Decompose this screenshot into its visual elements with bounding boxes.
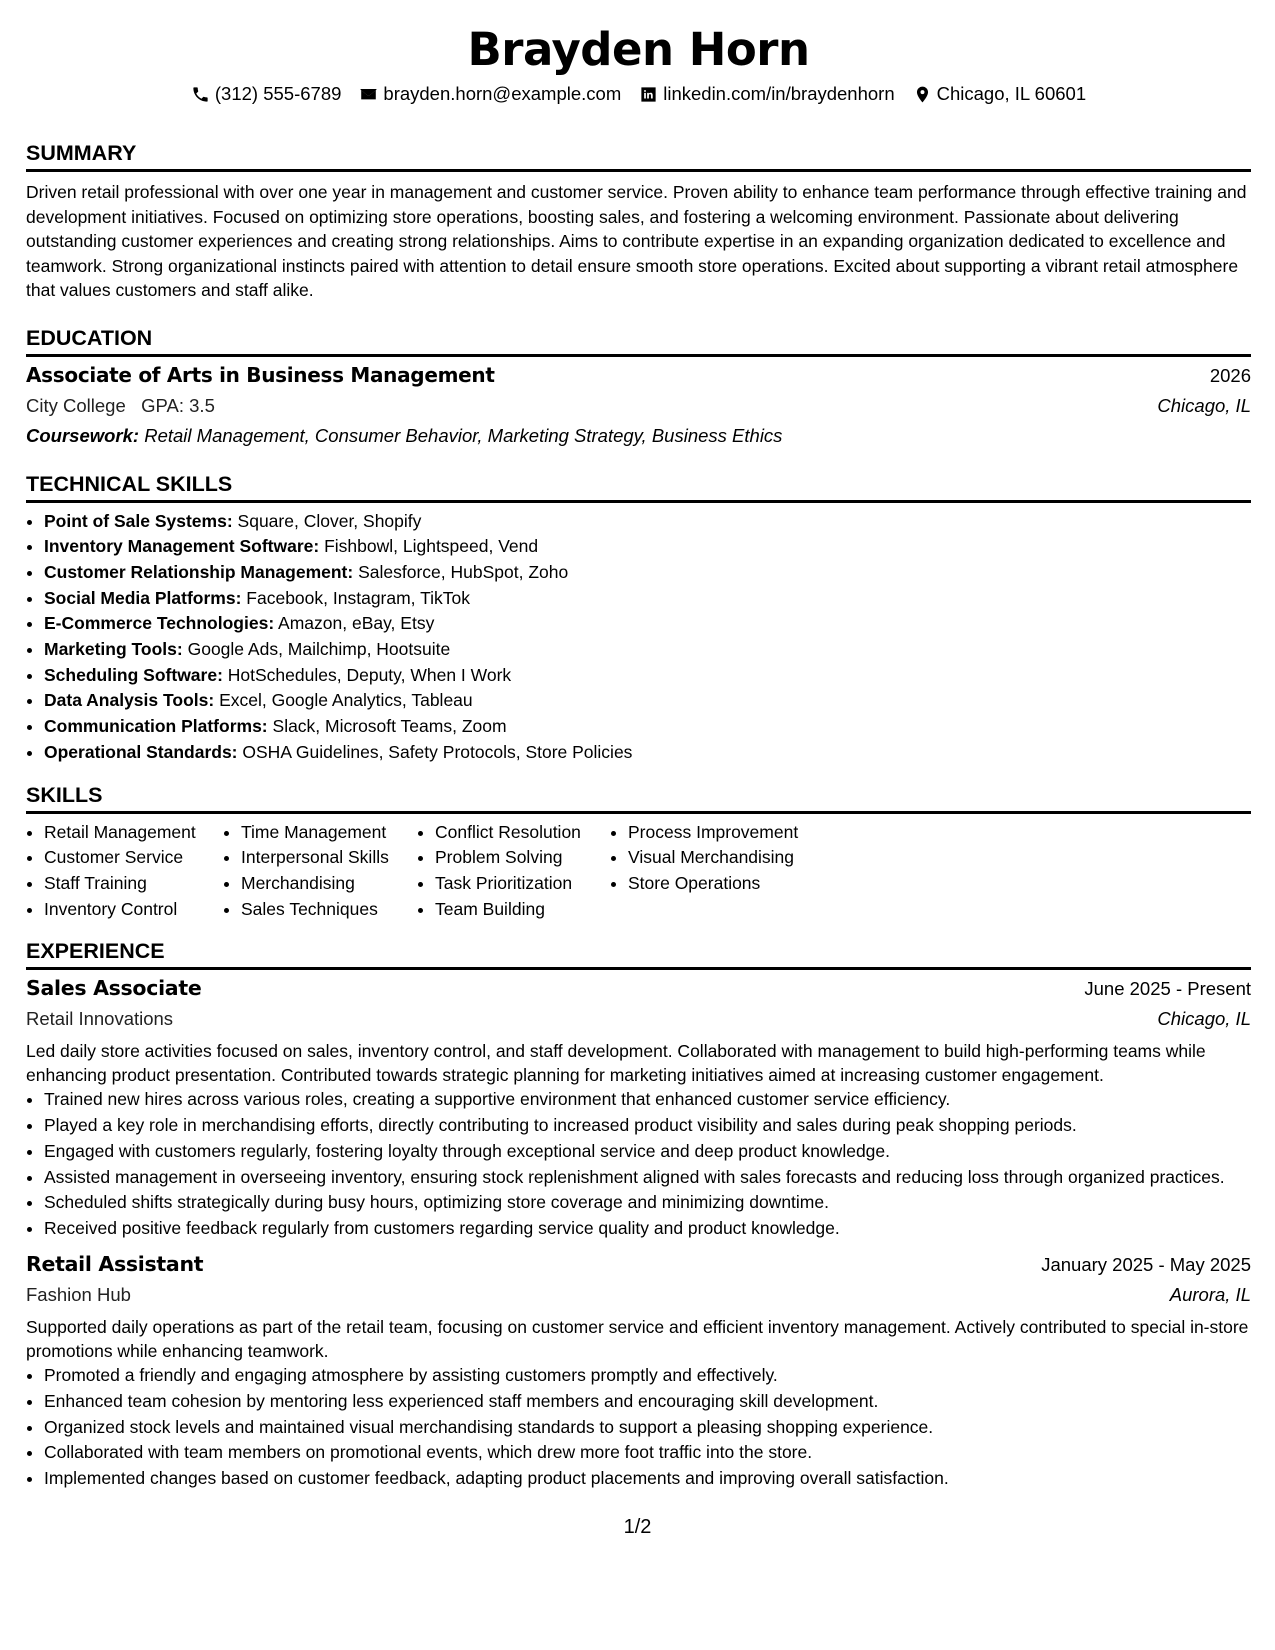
contact-location	[913, 82, 1086, 106]
skill-category: Inventory Management Software:	[44, 536, 320, 557]
list-item: • Collaborated with team members on promotional events, which drew more foot traffic into the store.	[44, 1440, 1251, 1466]
list-item	[44, 740, 1251, 766]
phone-text: (312) 555-6789	[214, 83, 342, 104]
list-item	[44, 611, 1251, 637]
list-item: • Problem Solving	[435, 845, 610, 871]
list-item	[44, 534, 1251, 560]
skill-values: Facebook, Instagram, TikTok	[246, 587, 471, 608]
list-item: • Trained new hires across various roles, creating a supportive environment that enhanced customer service efficiency.	[44, 1087, 1251, 1113]
list-item: • Organized stock levels and maintained visual merchandising standards to support a pleasing shopping experience.	[44, 1415, 1251, 1441]
list-item: • Engaged with customers regularly, fostering loyalty through exceptional service and deep product knowledge.	[44, 1139, 1251, 1165]
job-location: Chicago, IL	[1157, 1008, 1251, 1030]
list-item: • Implemented changes based on customer feedback, adapting product placements and improving overall satisfaction.	[44, 1466, 1251, 1492]
list-item	[44, 688, 1251, 714]
resume-page	[26, 0, 1251, 1650]
linkedin-link[interactable]: linkedin.com/in/braydenhorn	[663, 83, 895, 104]
company-name: Retail Innovations	[26, 1008, 174, 1030]
contact-phone	[191, 82, 342, 106]
list-item: • Staff Training	[44, 871, 223, 897]
job-dates: January 2025 - May 2025	[1041, 1254, 1251, 1276]
skill-category: Scheduling Software:	[44, 664, 223, 685]
gpa: GPA: 3.5	[141, 394, 215, 416]
degree-name: Associate of Arts in Business Management	[26, 362, 495, 387]
summary-heading: SUMMARY	[26, 140, 1251, 172]
education-entry	[26, 360, 1251, 451]
job-bullets	[26, 1363, 1251, 1492]
skills-column-4	[610, 820, 848, 923]
list-item	[44, 637, 1251, 663]
skill-category: Data Analysis Tools:	[44, 690, 215, 711]
company-name: Fashion Hub	[26, 1284, 131, 1306]
skill-category: Customer Relationship Management:	[44, 561, 354, 582]
list-item: • Process Improvement	[628, 820, 848, 846]
skill-category: Social Media Platforms:	[44, 587, 242, 608]
graduation-year: 2026	[1209, 364, 1251, 386]
list-item: • Inventory Control	[44, 897, 223, 923]
skill-values: Fishbowl, Lightspeed, Vend	[324, 536, 539, 557]
email-link[interactable]: brayden.horn@example.com	[383, 83, 622, 104]
list-item: • Time Management	[241, 820, 417, 846]
job-title: Retail Assistant	[26, 1252, 204, 1277]
skills-column-3	[417, 820, 610, 923]
contact-linkedin[interactable]	[639, 82, 894, 106]
technical-skills-list	[26, 509, 1251, 766]
list-item: • Assisted management in overseeing inventory, ensuring stock replenishment aligned with sales forecasts and reducing loss through organized practices.	[44, 1166, 1251, 1190]
skill-category: Marketing Tools:	[44, 639, 183, 660]
page-number: 1/2	[623, 1516, 652, 1538]
list-item: • Customer Service	[44, 845, 223, 871]
list-item: • Interpersonal Skills	[241, 845, 417, 871]
technical-skills-heading: TECHNICAL SKILLS	[26, 471, 1251, 503]
job-entry	[26, 1249, 1251, 1492]
list-item: • Visual Merchandising	[628, 845, 848, 871]
skill-category: Communication Platforms:	[44, 716, 268, 737]
list-item	[44, 509, 1251, 535]
list-item	[44, 663, 1251, 689]
job-bullets	[26, 1087, 1251, 1241]
skill-values: Square, Clover, Shopify	[237, 510, 422, 531]
list-item: • Enhanced team cohesion by mentoring less experienced staff members and encouraging skill development.	[44, 1389, 1251, 1415]
list-item: • Scheduled shifts strategically during busy hours, optimizing store coverage and minimizing downtime.	[44, 1190, 1251, 1216]
location-text: Chicago, IL 60601	[936, 83, 1087, 104]
list-item	[44, 714, 1251, 740]
skills-grid	[26, 820, 1251, 923]
skill-values: Excel, Google Analytics, Tableau	[219, 690, 473, 711]
job-title: Sales Associate	[26, 976, 202, 1001]
coursework-label: Coursework:	[26, 424, 140, 446]
skills-heading: SKILLS	[26, 782, 1251, 814]
skill-category: E-Commerce Technologies:	[44, 613, 275, 634]
skill-values: Slack, Microsoft Teams, Zoom	[272, 716, 507, 737]
list-item	[44, 586, 1251, 612]
experience-heading: EXPERIENCE	[26, 938, 1251, 970]
skill-values: Salesforce, HubSpot, Zoho	[358, 561, 569, 582]
skill-category: Point of Sale Systems:	[44, 510, 233, 531]
list-item: • Retail Management	[44, 820, 223, 846]
list-item: • Store Operations	[628, 871, 848, 897]
contact-bar	[26, 82, 1251, 106]
list-item: • Conflict Resolution	[435, 820, 610, 846]
school-line	[26, 391, 215, 421]
list-item: • Promoted a friendly and engaging atmosphere by assisting customers promptly and effectively.	[44, 1363, 1251, 1389]
list-item: • Played a key role in merchandising efforts, directly contributing to increased product visibility and sales during peak shopping periods.	[44, 1113, 1251, 1139]
skill-values: Amazon, eBay, Etsy	[278, 613, 435, 634]
candidate-name: Brayden Horn	[467, 23, 810, 76]
school-name: City College	[26, 394, 126, 416]
summary-text: Driven retail professional with over one year in management and customer service. Proven ability to enhance team performance through effective training and development initiatives. Focused on optimizing store operations, boosting sales, and fostering a welcoming environment. Passionate about delivering outstanding customer experiences and creating strong relationships. Aims to contribute expertise in an expanding organization dedicated to excellence and teamwork. Strong organizational instincts paired with attention to detail ensure smooth store operations. Excited about supporting a vibrant retail atmosphere that values customers and staff alike.	[26, 182, 1247, 300]
linkedin-icon	[639, 85, 658, 104]
job-entry	[26, 973, 1251, 1241]
job-description: Led daily store activities focused on sales, inventory control, and staff development. Collaborated with management to build high-performing teams while enhancing product presentation. Contributed towards strategic planning for marketing initiatives aimed at increasing customer engagement.	[26, 1041, 1206, 1085]
contact-email[interactable]	[359, 82, 621, 106]
coursework-line	[26, 421, 1251, 451]
school-location: Chicago, IL	[1157, 394, 1251, 416]
skills-column-1	[26, 820, 223, 923]
envelope-icon	[359, 85, 378, 104]
list-item: • Received positive feedback regularly from customers regarding service quality and product knowledge.	[44, 1216, 1251, 1242]
job-description: Supported daily operations as part of the retail team, focusing on customer service and efficient inventory management. Actively contributed to special in-store promotions while enhancing teamwork.	[26, 1317, 1249, 1361]
list-item: • Merchandising	[241, 871, 417, 897]
skill-category: Operational Standards:	[44, 741, 238, 762]
list-item: • Team Building	[435, 897, 610, 923]
skill-values: Google Ads, Mailchimp, Hootsuite	[187, 639, 451, 660]
list-item: • Sales Techniques	[241, 897, 417, 923]
job-location: Aurora, IL	[1169, 1284, 1251, 1306]
skill-values: HotSchedules, Deputy, When I Work	[227, 664, 512, 685]
job-dates: June 2025 - Present	[1084, 978, 1251, 1000]
coursework-list: Retail Management, Consumer Behavior, Marketing Strategy, Business Ethics	[144, 424, 783, 446]
list-item	[44, 560, 1251, 586]
map-pin-icon	[913, 85, 932, 104]
skill-values: OSHA Guidelines, Safety Protocols, Store Policies	[242, 741, 633, 762]
skills-column-2	[223, 820, 417, 923]
phone-icon	[191, 85, 210, 104]
education-heading: EDUCATION	[26, 325, 1251, 357]
list-item: • Task Prioritization	[435, 871, 610, 897]
